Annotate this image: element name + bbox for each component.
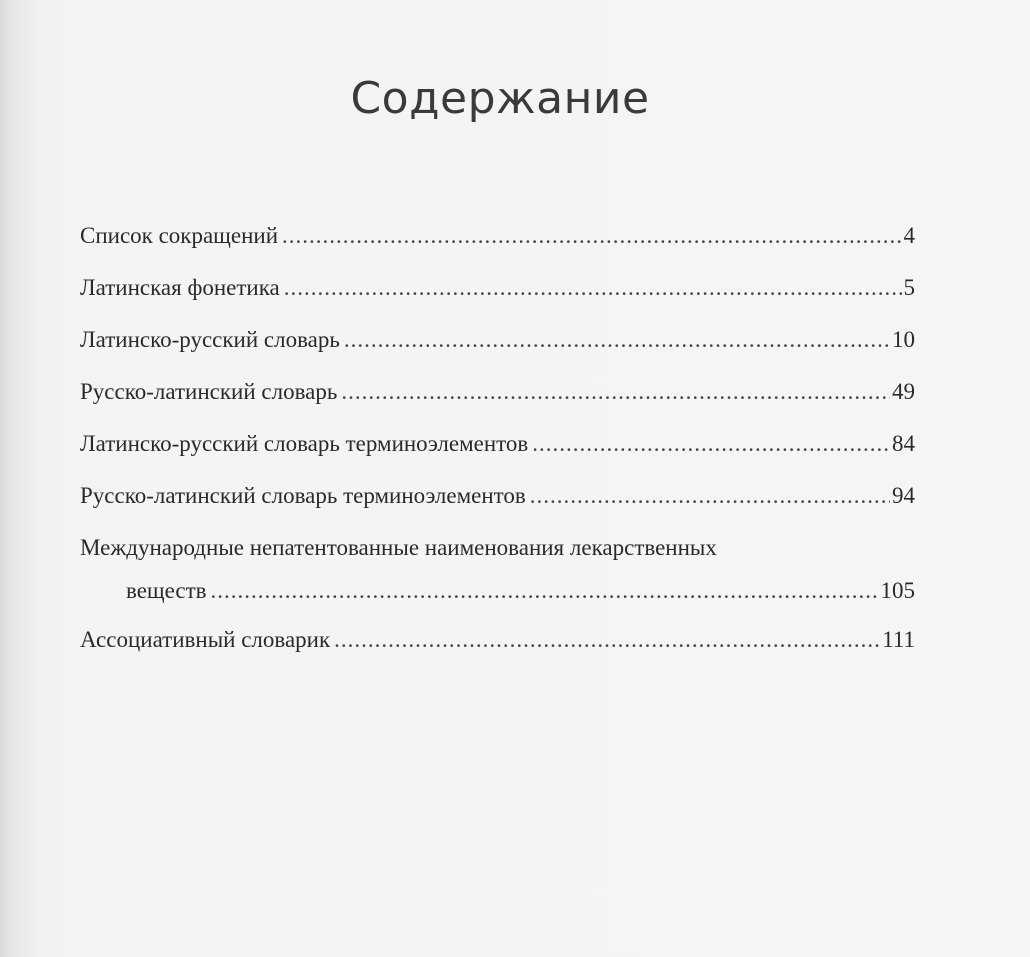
toc-leader-dots — [282, 213, 901, 259]
toc-entry[interactable] — [80, 369, 915, 415]
toc-leader-dots — [532, 421, 890, 467]
toc-entry-label: Латинско-русский словарь терминоэлементов — [80, 431, 529, 456]
toc-entry-label: Список сокращений — [80, 223, 279, 248]
toc-entry-label: Международные непатентованные наименования лекарственных — [80, 535, 717, 560]
toc-page-number: 111 — [882, 627, 915, 652]
toc-entry-label: Русско-латинский словарь терминоэлементов — [80, 483, 526, 508]
toc-entry-label: Русско-латинский словарь — [80, 379, 338, 404]
toc-entry[interactable] — [80, 473, 915, 519]
toc-page-number: 94 — [892, 483, 915, 508]
toc-leader-dots — [211, 571, 879, 611]
page-title: Содержание — [350, 73, 650, 125]
table-of-contents — [80, 213, 915, 669]
toc-page-number: 49 — [892, 379, 915, 404]
toc-entry-label: Латинская фонетика — [80, 275, 280, 300]
toc-entry[interactable] — [80, 265, 915, 311]
toc-leader-dots — [334, 617, 880, 663]
toc-page-number: 5 — [903, 275, 915, 300]
toc-entry[interactable] — [80, 617, 915, 663]
toc-entry[interactable] — [80, 525, 915, 611]
toc-entry-label: Ассоциативный словарик — [80, 627, 331, 652]
toc-entry-label: Латинско-русский словарь — [80, 327, 340, 352]
toc-page-number: 10 — [892, 327, 915, 352]
toc-leader-dots — [530, 473, 890, 519]
toc-leader-dots — [344, 317, 890, 363]
toc-page-number: 105 — [880, 578, 915, 603]
toc-entry[interactable] — [80, 317, 915, 363]
toc-leader-dots — [341, 369, 890, 415]
toc-leader-dots — [284, 265, 902, 311]
toc-entry[interactable] — [80, 213, 915, 259]
toc-entry-label-continuation: веществ — [126, 578, 207, 603]
toc-page-number: 84 — [892, 431, 915, 456]
toc-entry[interactable] — [80, 421, 915, 467]
toc-page-number: 4 — [903, 223, 915, 248]
